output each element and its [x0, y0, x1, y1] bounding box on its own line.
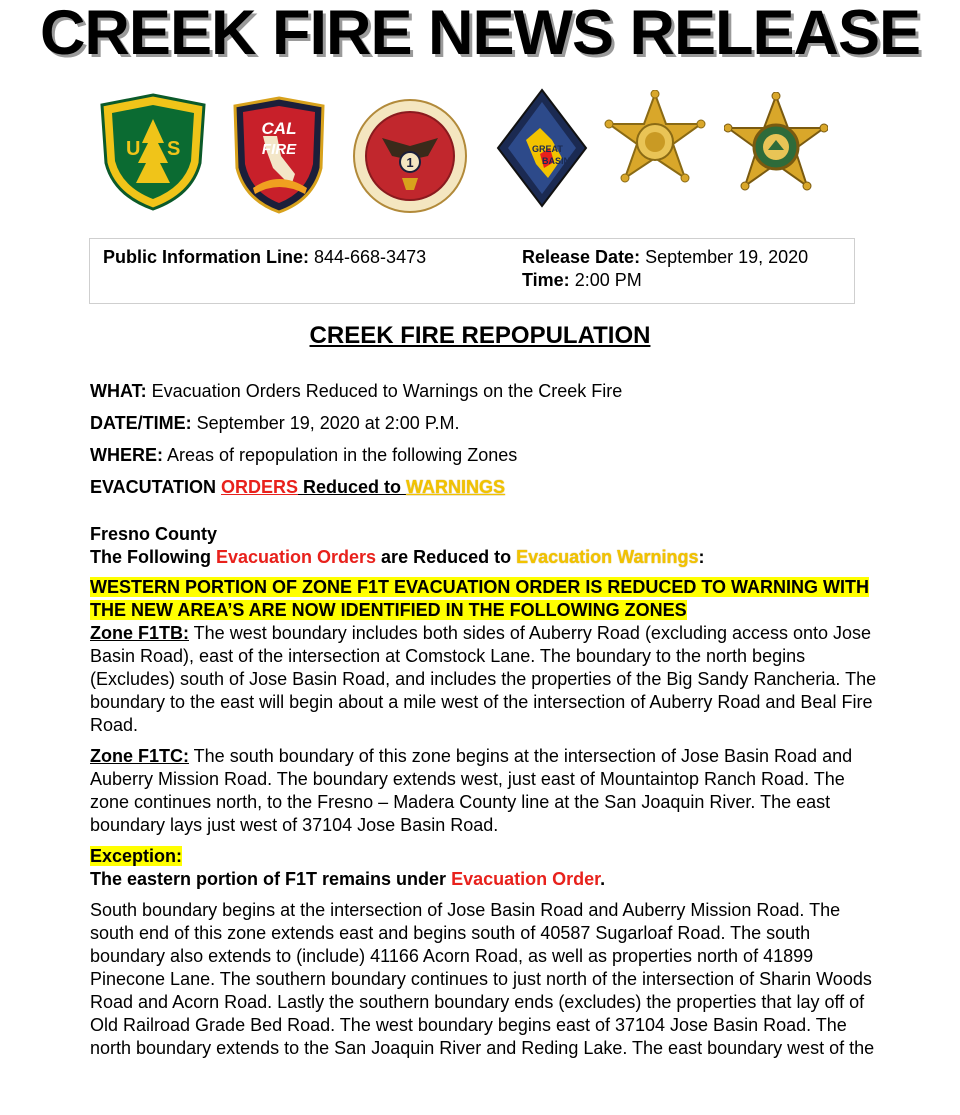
svg-text:BASIN: BASIN [542, 156, 571, 166]
svg-text:GREAT: GREAT [532, 144, 563, 154]
forest-service-u: U [126, 138, 141, 160]
headline: CREEK FIRE NEWS RELEASE [39, 0, 921, 68]
zone-f1tc-label: Zone F1TC: [90, 746, 189, 766]
zone-f1tc-text: The south boundary of this zone begins at the intersection of Jose Basin Road and Auberry Mission Road. The boundary extends west, just east of Mountaintop Ranch Road. The zone continues north, to the Fresno – Madera County line at the San Joaquin River. The east boundary lays just west of 37104 Jose Basin Road. [90, 746, 853, 835]
sub-warnings: Evacuation Warnings [516, 547, 699, 567]
time-label: Time: [522, 270, 570, 290]
sub-orders: Evacuation Orders [215, 547, 377, 567]
evac-prefix: EVACUTATION [90, 477, 221, 497]
incident-management-team-seal [352, 98, 468, 214]
agency-logos [0, 88, 960, 218]
release-info [522, 246, 808, 292]
public-information-line [103, 246, 426, 269]
what-label: WHAT: [90, 381, 147, 401]
where-label: WHERE: [90, 445, 163, 465]
exception-period: . [600, 869, 606, 889]
exception-line [90, 868, 880, 891]
evac-orders: ORDERS [221, 477, 299, 497]
highlight-banner [90, 576, 880, 622]
svg-text:CAL: CAL [261, 119, 297, 138]
what-value: Evacuation Orders Reduced to Warnings on the Creek Fire [146, 381, 623, 401]
fresno-sheriff-star [724, 92, 828, 202]
sub-colon: : [698, 547, 705, 567]
where-value: Areas of repopulation in the following Zones [163, 445, 518, 465]
datetime-line [90, 412, 880, 435]
pil-label: Public Information Line: [103, 247, 309, 267]
cal-fire-logo [233, 96, 325, 214]
exception-order: Evacuation Order [451, 869, 601, 889]
svg-text:FIRE: FIRE [261, 141, 297, 158]
info-box [89, 238, 855, 304]
release-body [90, 380, 880, 1060]
pil-value: 844-668-3473 [309, 247, 427, 267]
zone-f1tb-text: The west boundary includes both sides of Auberry Road (excluding access onto Jose Basin Road), east of the intersection at Comstock Lane. The boundary to the north begins (Excludes) south of Jose Basin Road, and includes the properties of the Big Sandy Rancheria. The boundary to the east will begin about a mile west of the intersection of Auberry Road and Beal Fire Road. [90, 623, 877, 735]
evac-reduced: Reduced to [298, 477, 407, 497]
release-date-label: Release Date: [522, 247, 641, 267]
page-title: CREEK FIRE REPOPULATION [309, 322, 651, 349]
sub-reduced: are Reduced to [376, 547, 517, 567]
exception-label-text: Exception: [90, 846, 183, 866]
release-date-value: September 19, 2020 [640, 247, 809, 267]
exception-label [90, 845, 880, 868]
zone-f1tb [90, 622, 880, 737]
madera-sheriff-star [603, 90, 707, 194]
forest-service-s: S [167, 138, 181, 160]
time-value: 2:00 PM [569, 270, 642, 290]
what-line [90, 380, 880, 403]
datetime-value: September 19, 2020 at 2:00 P.M. [191, 413, 460, 433]
banner-text: WESTERN PORTION OF ZONE F1T EVACUATION ORDER IS REDUCED TO WARNING WITH THE NEW AREA’S ARE NOW IDENTIFIED IN THE FOLLOWING ZONES [90, 577, 870, 620]
evacuation-line [90, 476, 880, 499]
datetime-label: DATE/TIME: [90, 413, 192, 433]
county-subheading [90, 546, 880, 569]
where-line [90, 444, 880, 467]
zone-f1tc [90, 745, 880, 837]
forest-service-logo [100, 93, 206, 211]
exception-body: South boundary begins at the intersection of Jose Basin Road and Auberry Mission Road. The south end of this zone extends east and begins south of 40587 Sugarloaf Road. The south boundary also extends to (include) 41166 Acorn Road, as well as properties north of 41899 Pinecone Lane. The southern boundary continues to just north of the intersection of Sharin Woods Road and Acorn Road. Lastly the southern boundary ends (excludes) the properties that lay off of Old Railroad Grade Bed Road. The west boundary begins east of 37104 Jose Basin Road. The north boundary extends to the San Joaquin River and Reding Lake. The east boundary west of the [90, 900, 875, 1058]
great-basin-logo [496, 88, 588, 208]
exception-prefix: The eastern portion of F1T remains under [90, 869, 452, 889]
county-name: Fresno County [90, 524, 218, 544]
sub-prefix: The Following [90, 547, 216, 567]
zone-f1tb-label: Zone F1TB: [90, 623, 189, 643]
evac-warnings: WARNINGS [406, 477, 506, 497]
svg-text:1: 1 [406, 155, 414, 170]
